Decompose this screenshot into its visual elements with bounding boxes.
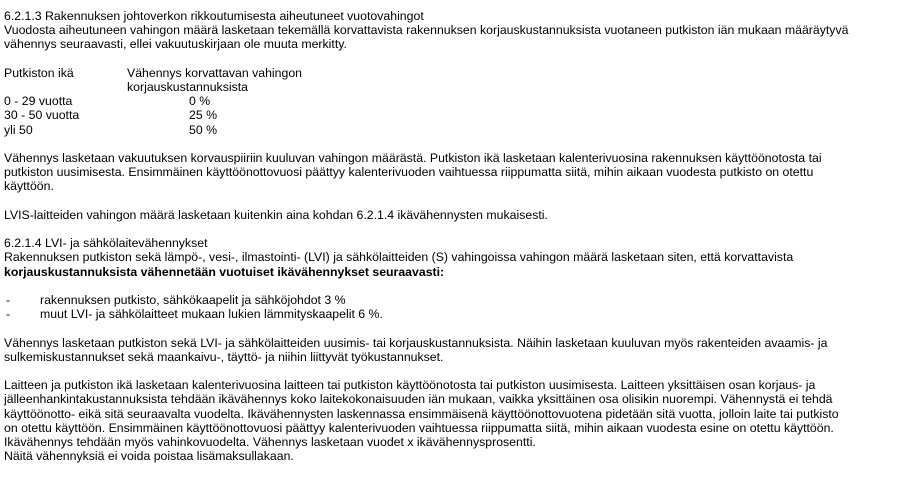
pipe-age-table bbox=[4, 66, 918, 137]
table-header-reduction-line: korjauskustannuksista bbox=[127, 80, 248, 94]
section-6-2-1-4 bbox=[4, 236, 918, 279]
section-heading-6-2-1-3: 6.2.1.3 Rakennuksen johtoverkon rikkoutumisesta aiheutuneet vuotovahingot bbox=[4, 9, 424, 23]
paragraph-line: jälleenhankintakustannuksista tehdään ikävähennys koko laitekokonaisuuden iän mukaan, vaikka yksittäinen osa olisikin nuorempi. Vähennystä ei tehdä bbox=[4, 392, 833, 407]
paragraph-lvis bbox=[4, 208, 918, 222]
paragraph-line: käyttöönotto- eikä sitä seuraavalta vuodelta. Ikävähennysten laskennassa ensimmäisenä käyttöönottovuotena pidetään sitä vuotta, jolloin laite tai putkisto bbox=[4, 406, 839, 421]
paragraph-line: Laitteen ja putkiston ikä lasketaan kalenterivuosina laitteen tai putkiston käyttöönotosta tai putkiston uusimisesta. Laitteen yksittäisen osan korjaus- ja bbox=[4, 378, 816, 393]
document-page bbox=[4, 9, 918, 463]
paragraph-line: käyttöön. bbox=[4, 179, 54, 194]
bullet-dash: - bbox=[6, 292, 11, 307]
table-row bbox=[4, 108, 918, 122]
paragraph-line: Ikävähennys tehdään myös vahinkovuodelta. Vähennys lasketaan vuodet x ikävähennysprosentti. bbox=[4, 434, 536, 449]
reduction-bullet-list bbox=[4, 293, 918, 321]
list-item bbox=[4, 293, 918, 307]
table-row bbox=[4, 123, 918, 137]
table-cell-reduction: 25 % bbox=[189, 108, 218, 123]
bullet-dash: - bbox=[6, 307, 11, 322]
paragraph-line: Näitä vähennyksiä ei voida poistaa lisämaksullakaan. bbox=[4, 449, 294, 464]
table-cell-age: 0 - 29 vuotta bbox=[4, 94, 73, 109]
bullet-text: muut LVI- ja sähkölaitteet mukaan lukien lämmityskaapelit 6 %. bbox=[40, 307, 383, 322]
table-header-reduction-line: Vähennys korvattavan vahingon bbox=[127, 65, 303, 80]
table-cell-reduction: 50 % bbox=[189, 122, 218, 137]
table-header-age: Putkiston ikä bbox=[4, 65, 74, 80]
paragraph-line: on otettu käyttöön. Ensimmäinen käyttöönottovuosi päättyy kalenterivuoden vaihtuessa riippumatta siitä, mihin aikaan vuodesta esine on otettu käyttöön. bbox=[4, 420, 834, 435]
paragraph-renewal bbox=[4, 336, 918, 364]
table-header-reduction bbox=[127, 66, 918, 94]
table-cell-age: 30 - 50 vuotta bbox=[4, 108, 80, 123]
paragraph-age bbox=[4, 378, 918, 463]
table-header-row bbox=[4, 66, 918, 94]
paragraph-line: sulkemiskustannukset sekä maankaivu-, täyttö- ja niihin liittyvät työkustannukset. bbox=[4, 349, 444, 364]
section-6-2-1-3 bbox=[4, 9, 918, 52]
section-intro-line: Rakennuksen putkiston sekä lämpö-, vesi-, ilmastointi- (LVI) ja sähkölaitteiden (S) vahingoissa vahingon määrä lasketaan siten, että korvattavista bbox=[4, 250, 794, 265]
paragraph-deduction bbox=[4, 151, 918, 194]
table-cell-age: yli 50 bbox=[4, 122, 33, 137]
table-row bbox=[4, 94, 918, 108]
section-heading-6-2-1-4: 6.2.1.4 LVI- ja sähkölaitevähennykset bbox=[4, 236, 208, 251]
section-intro-line: vähennys seuraavasti, ellei vakuutuskirjaan ole muuta merkitty. bbox=[4, 37, 347, 52]
list-item bbox=[4, 307, 918, 321]
paragraph-line: Vähennys lasketaan putkiston sekä LVI- ja sähkölaitteiden uusimis- tai korjauskustannuksista. Näihin lasketaan kuuluvan myös rakenteiden avaamis- ja bbox=[4, 335, 828, 350]
paragraph-line: putkiston uusimisesta. Ensimmäinen käyttöönottovuosi päättyy kalenterivuoden vaihtuessa riippumatta siitä, mihin aikaan vuodesta putkisto on otettu bbox=[4, 165, 814, 180]
section-intro-bold-line: korjauskustannuksista vähennetään vuotuiset ikävähennykset seuraavasti: bbox=[4, 264, 445, 279]
table-cell-reduction: 0 % bbox=[189, 94, 211, 109]
paragraph-line: LVIS-laitteiden vahingon määrä lasketaan kuitenkin aina kohdan 6.2.1.4 ikävähennysten mukaisesti. bbox=[4, 207, 548, 222]
section-intro-line: Vuodosta aiheutuneen vahingon määrä lasketaan tekemällä korvattavista rakennuksen korjauskustannuksista vuotaneen putkiston iän mukaan määräytyvä bbox=[4, 23, 849, 38]
bullet-text: rakennuksen putkisto, sähkökaapelit ja sähköjohdot 3 % bbox=[40, 292, 346, 307]
paragraph-line: Vähennys lasketaan vakuutuksen korvauspiiriin kuuluvan vahingon määrästä. Putkiston ikä lasketaan kalenterivuosina rakennuksen käyttöönotosta tai bbox=[4, 151, 822, 165]
